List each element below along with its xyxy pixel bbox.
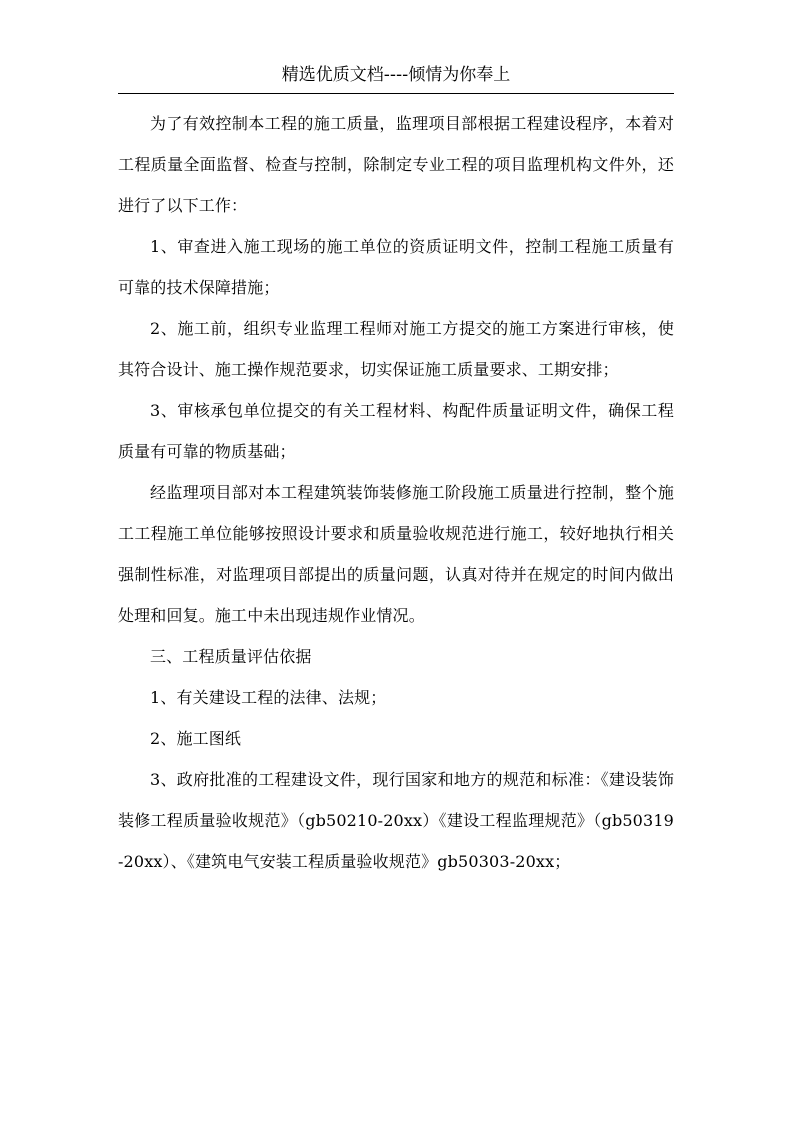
basis-item-2: 2、施工图纸 xyxy=(150,729,242,748)
document-body xyxy=(118,103,674,882)
paragraph-item-3: 3、审核承包单位提交的有关工程材料、构配件质量证明文件，确保工程质量有可靠的物质基础； xyxy=(118,401,674,461)
paragraph-intro: 为了有效控制本工程的施工质量，监理项目部根据工程建设程序，本着对工程质量全面监督、检查与控制，除制定专业工程的项目监理机构文件外，还进行了以下工作： xyxy=(118,114,674,215)
section-heading: 三、工程质量评估依据 xyxy=(150,647,312,666)
paragraph-item-1: 1、审查进入施工现场的施工单位的资质证明文件，控制工程施工质量有可靠的技术保障措施； xyxy=(118,237,674,297)
header-divider xyxy=(118,93,674,94)
basis-item-3: 3、政府批准的工程建设文件，现行国家和地方的规范和标准：《建设装饰装修工程质量验收规范》（gb50210-20xx）《建设工程监理规范》（gb50319-20xx）、《建筑电气安装工程质量验收规范》gb50303-20xx； xyxy=(118,770,674,871)
basis-item-1: 1、有关建设工程的法律、法规； xyxy=(150,688,387,707)
paragraph-item-2: 2、施工前，组织专业监理工程师对施工方提交的施工方案进行审核，使其符合设计、施工操作规范要求，切实保证施工质量要求、工期安排； xyxy=(118,319,674,379)
page-header: 精选优质文档----倾情为你奉上 xyxy=(281,65,511,85)
paragraph-summary: 经监理项目部对本工程建筑装饰装修施工阶段施工质量进行控制，整个施工工程施工单位能够按照设计要求和质量验收规范进行施工，较好地执行相关强制性标准，对监理项目部提出的质量问题，认真对待并在规定的时间内做出处理和回复。施工中未出现违规作业情况。 xyxy=(118,483,674,625)
